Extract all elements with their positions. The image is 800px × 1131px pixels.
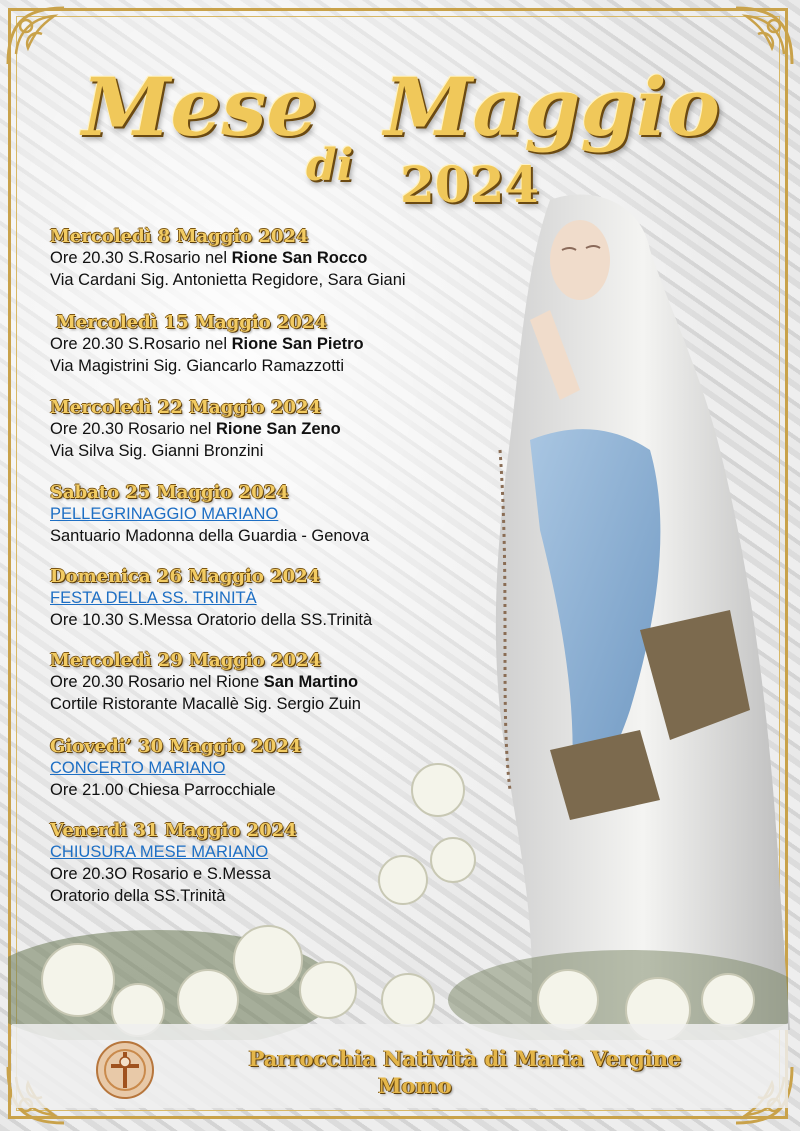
event-item bbox=[50, 820, 520, 907]
event-rione: Rione San Pietro bbox=[231, 335, 364, 353]
event-date: Mercoledì 15 Maggio 2024 bbox=[56, 312, 328, 333]
event-date: Giovedi’ 30 Maggio 2024 bbox=[50, 736, 302, 757]
event-item bbox=[50, 312, 520, 377]
event-detail: Ore 20.3O Rosario e S.Messa bbox=[50, 865, 272, 883]
title-di: di bbox=[306, 140, 354, 191]
event-item bbox=[50, 566, 520, 631]
event-time-place: Ore 20.30 S.Rosario nel Rione San Rocco bbox=[50, 249, 368, 267]
event-detail: Santuario Madonna della Guardia - Genova bbox=[50, 527, 370, 545]
event-date: Mercoledì 8 Maggio 2024 bbox=[50, 226, 309, 247]
event-rione: San Martino bbox=[263, 673, 359, 691]
parish-logo-icon bbox=[95, 1040, 155, 1100]
footer-parish-name: Parrocchia Natività di Maria Vergine bbox=[248, 1046, 682, 1071]
event-time-place: Ore 20.30 Rosario nel Rione San Martino bbox=[50, 673, 359, 691]
title-year: 2024 bbox=[400, 155, 540, 214]
event-date: Domenica 26 Maggio 2024 bbox=[50, 566, 321, 587]
event-date: Venerdi 31 Maggio 2024 bbox=[50, 820, 297, 841]
event-detail: Ore 10.30 S.Messa Oratorio della SS.Trinità bbox=[50, 611, 373, 629]
event-item bbox=[50, 650, 520, 715]
event-item bbox=[50, 482, 520, 547]
event-detail: Via Magistrini Sig. Giancarlo Ramazzotti bbox=[50, 357, 345, 375]
event-detail-2: Oratorio della SS.Trinità bbox=[50, 887, 226, 905]
event-item bbox=[50, 397, 520, 462]
gold-ornament-corner-icon bbox=[726, 4, 796, 74]
event-date: Sabato 25 Maggio 2024 bbox=[50, 482, 289, 503]
event-detail: Via Cardani Sig. Antonietta Regidore, Sara Giani bbox=[50, 271, 406, 289]
event-item bbox=[50, 736, 520, 801]
event-item bbox=[50, 226, 520, 291]
event-rione: Rione San Zeno bbox=[216, 420, 341, 438]
title-maggio: Maggio bbox=[384, 60, 721, 154]
event-title-link[interactable]: PELLEGRINAGGIO MARIANO bbox=[50, 505, 279, 523]
event-date: Mercoledì 29 Maggio 2024 bbox=[50, 650, 322, 671]
event-title-link[interactable]: CONCERTO MARIANO bbox=[50, 759, 226, 777]
gold-ornament-corner-icon bbox=[4, 4, 74, 74]
event-detail: Cortile Ristorante Macallè Sig. Sergio Zuin bbox=[50, 695, 361, 713]
event-date: Mercoledì 22 Maggio 2024 bbox=[50, 397, 322, 418]
event-title-link[interactable]: CHIUSURA MESE MARIANO bbox=[50, 843, 269, 861]
event-title-link[interactable]: FESTA DELLA SS. TRINITÀ bbox=[50, 589, 257, 607]
event-time-place: Ore 20.30 Rosario nel Rione San Zeno bbox=[50, 420, 341, 438]
event-rione: Rione San Rocco bbox=[231, 249, 368, 267]
footer-town: Momo bbox=[378, 1073, 452, 1098]
event-detail: Ore 21.00 Chiesa Parrocchiale bbox=[50, 781, 276, 799]
event-detail: Via Silva Sig. Gianni Bronzini bbox=[50, 442, 264, 460]
title-mese: Mese bbox=[82, 60, 318, 154]
event-time-place: Ore 20.30 S.Rosario nel Rione San Pietro bbox=[50, 335, 364, 353]
